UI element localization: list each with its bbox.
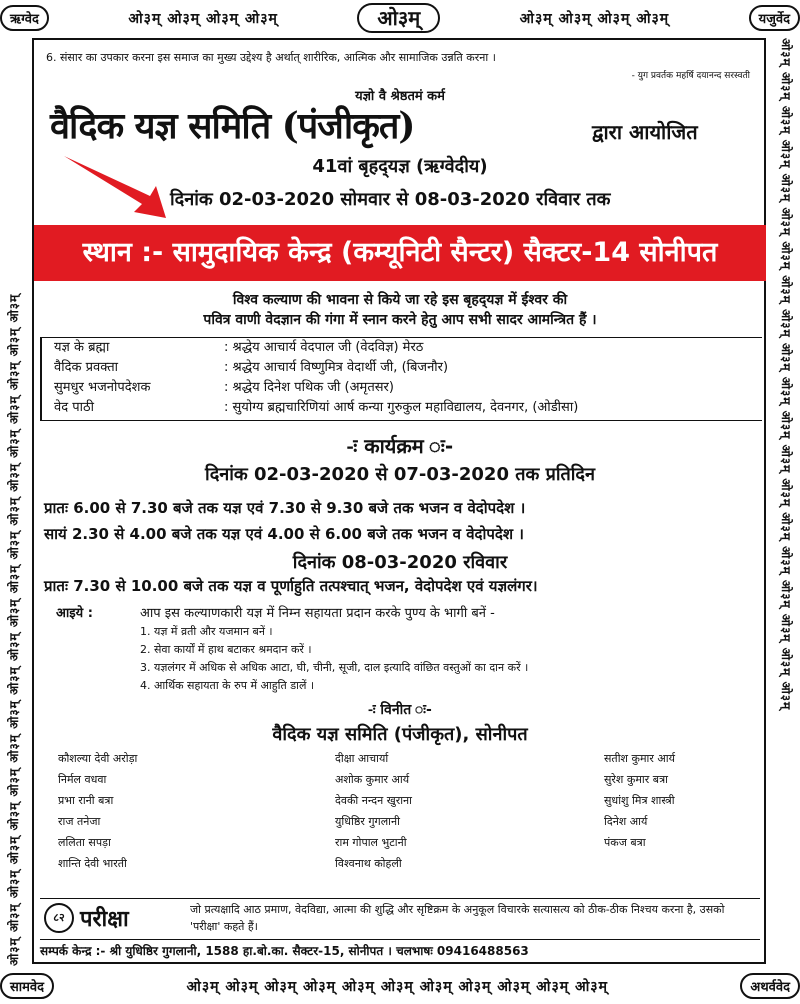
appeal-item: 3. यज्ञलंगर में अधिक से अधिक आटा, घी, चीनी, सूजी, दाल इत्यादि वांछित वस्तुओं का दान करें । (140, 661, 529, 674)
member-name: अशोक कुमार आर्य (335, 773, 410, 786)
official-role: वेद पाठी (54, 400, 94, 415)
officials-table (40, 337, 762, 421)
member-column-2 (335, 748, 412, 874)
vinit-heading: -ः विनीत ः- (368, 702, 432, 718)
official-row (42, 338, 762, 358)
official-name: : सुयोग्य ब्रह्मचारिणियां आर्ष कन्या गुरुकुल महाविद्यालय, देवनगर, (ओडीसा) (224, 400, 579, 415)
final-day-heading: दिनांक 08-03-2020 रविवार (292, 552, 508, 573)
appeal-text: आप इस कल्याणकारी यज्ञ में निम्न सहायता प्रदान करके पुण्य के भागी बनें - (140, 606, 495, 621)
invitation-line-2: पवित्र वाणी वेदज्ञान की गंगा में स्नान करने हेतु आप सभी सादर आमन्त्रित हैं । (203, 312, 597, 328)
official-name: : श्रद्धेय आचार्य वेदपाल जी (वेदविज्ञ) मेरठ (224, 340, 424, 355)
appeal-item: 1. यज्ञ में व्रती और यजमान बनें । (140, 625, 273, 638)
dayanand-quote: 6. संसार का उपकार करना इस समाज का मुख्य उद्देश्य है अर्थात् शारीरिक, आत्मिक और सामाजिक उन्नति करना । (46, 51, 496, 64)
member-name: कौशल्या देवी अरोड़ा (58, 752, 138, 765)
quote-attribution: - युग प्रवर्तक महर्षि दयानन्द सरस्वती (631, 71, 750, 81)
invitation-text (0, 290, 800, 330)
bottom-om-chain: ओ३म् ओ३म् ओ३म् ओ३म् ओ३म् ओ३म् ओ३म् ओ३म् ओ३म् ओ३म् ओ३म् (186, 978, 608, 995)
daily-schedule-heading: दिनांक 02-03-2020 से 07-03-2020 तक प्रतिदिन (205, 464, 595, 485)
event-dates: दिनांक 02-03-2020 सोमवार से 08-03-2020 रविवार तक (170, 189, 611, 210)
member-name: पंकज बत्रा (604, 836, 646, 849)
member-name: दिनेश आर्य (604, 815, 648, 828)
member-name: सुरेश कुमार बत्रा (604, 773, 668, 786)
official-row (42, 358, 762, 378)
invitation-line-1: विश्व कल्याण की भावना से किये जा रहे इस बृहद्‌यज्ञ में ईश्वर की (232, 292, 568, 308)
appeal-item: 2. सेवा कार्यों में हाथ बटाकर श्रमदान करें । (140, 643, 312, 656)
top-border (0, 2, 800, 34)
motto: यज्ञो वै श्रेष्ठतमं कर्म (355, 89, 445, 104)
official-role: सुमधुर भजनोपदेशक (54, 380, 151, 395)
bottom-left-veda-label: सामवेद (0, 973, 54, 999)
appeal-item: 4. आर्थिक सहायता के रुप में आहुति डालें । (140, 679, 315, 692)
member-name: सुधांशु मित्र शास्त्री (604, 794, 675, 807)
red-arrow-icon (60, 152, 170, 222)
official-name: : श्रद्धेय दिनेश पथिक जी (अमृतसर) (224, 380, 394, 395)
official-row (42, 398, 762, 418)
contact-line: सम्पर्क केन्द्र :- श्री युधिष्ठिर गुगलानी, 1588 हा.बो.का. सैक्टर-15, सोनीपत । चलभाषः 09416488563 (40, 944, 529, 958)
organization-title: वैदिक यज्ञ समिति (पंजीकृत) (50, 105, 415, 147)
evening-schedule: सायं 2.30 से 4.00 बजे तक यज्ञ एवं 4.00 से 6.00 बजे तक भजन व वेदोपदेश । (44, 525, 524, 543)
member-column-1 (58, 748, 137, 874)
pariksha-title: परीक्षा (80, 907, 129, 932)
final-day-schedule: प्रातः 7.30 से 10.00 बजे तक यज्ञ व पूर्णाहुति तत्पश्चात् भजन, वेदोपदेश एवं यज्ञलंगर। (44, 577, 538, 595)
member-name: निर्मल वधवा (58, 773, 107, 786)
morning-schedule: प्रातः 6.00 से 7.30 बजे तक यज्ञ एवं 7.30 से 9.30 बजे तक भजन व वेदोपदेश । (44, 499, 526, 517)
member-column-3 (604, 748, 675, 853)
appeal-lead: आइये : (56, 606, 93, 621)
member-name: राज तनेजा (58, 815, 101, 828)
top-right-veda-label: यजुर्वेद (749, 5, 800, 31)
official-name: : श्रद्धेय आचार्य विष्णुमित्र वेदार्थी जी, (बिजनौर) (224, 360, 449, 375)
venue-banner: स्थान :- सामुदायिक केन्द्र (कम्यूनिटी सैन्टर) सैक्टर-14 सोनीपत (34, 225, 766, 281)
left-om-border: ओ३म् ओ३म् ओ३म् ओ३म् ओ३म् ओ३म् ओ३म् ओ३म् ओ३म् ओ३म् ओ३म् ओ३म् ओ३म् ओ३म् ओ३म् ओ३म् ओ३म् ओ३म् ओ३म् ओ३म् (7, 293, 21, 966)
event-title: 41वां बृहद्‌यज्ञ (ऋग्वेदीय) (312, 156, 488, 177)
official-role: वैदिक प्रवक्ता (54, 360, 118, 375)
pariksha-logo (44, 901, 184, 935)
member-name: शान्ति देवी भारती (58, 857, 127, 870)
member-name: राम गोपाल भुटानी (335, 836, 407, 849)
organized-by-label: द्वारा आयोजित (592, 120, 698, 144)
right-om-border: ओ३म् ओ३म् ओ३म् ओ३म् ओ३म् ओ३म् ओ३म् ओ३म् ओ३म् ओ३म् ओ३म् ओ३म् ओ३म् ओ३म् ओ३म् ओ३म् ओ३म् ओ३म् ओ३म् ओ३म् (779, 38, 793, 711)
member-name: ललिता सपड़ा (58, 836, 111, 849)
member-name: युधिष्ठिर गुगलानी (335, 815, 400, 828)
pariksha-box (40, 898, 760, 940)
member-name: विश्वनाथ कोहली (335, 857, 402, 870)
official-role: यज्ञ के ब्रह्मा (54, 340, 110, 355)
member-name: दीक्षा आचार्या (335, 752, 389, 765)
top-right-om-chain: ओ३म् ओ३म् ओ३म् ओ३म् (519, 10, 670, 27)
vinit-organization: वैदिक यज्ञ समिति (पंजीकृत), सोनीपत (272, 724, 528, 745)
member-name: देवकी नन्दन खुराना (335, 794, 412, 807)
program-heading: -ः कार्यक्रम ः- (346, 434, 454, 458)
bottom-border (0, 970, 800, 1002)
bottom-right-veda-label: अथर्ववेद (740, 973, 800, 999)
pariksha-number-badge: ८२ (44, 903, 74, 933)
member-name: सतीश कुमार आर्य (604, 752, 676, 765)
pariksha-definition: जो प्रत्यक्षादि आठ प्रमाण, वेदविद्या, आत्मा की शुद्धि और सृष्टिक्रम के अनुकूल विचारके सत्यासत्य को ठीक-ठीक निश्चय करना है, उसको 'परीक्षा' कहते हैं। (190, 903, 725, 933)
official-row (42, 378, 762, 398)
top-left-om-chain: ओ३म् ओ३म् ओ३म् ओ३म् (128, 10, 278, 27)
member-name: प्रभा रानी बत्रा (58, 794, 114, 807)
om-emblem: ओ३म् (357, 3, 440, 33)
top-left-veda-label: ऋग्वेद (0, 5, 49, 31)
